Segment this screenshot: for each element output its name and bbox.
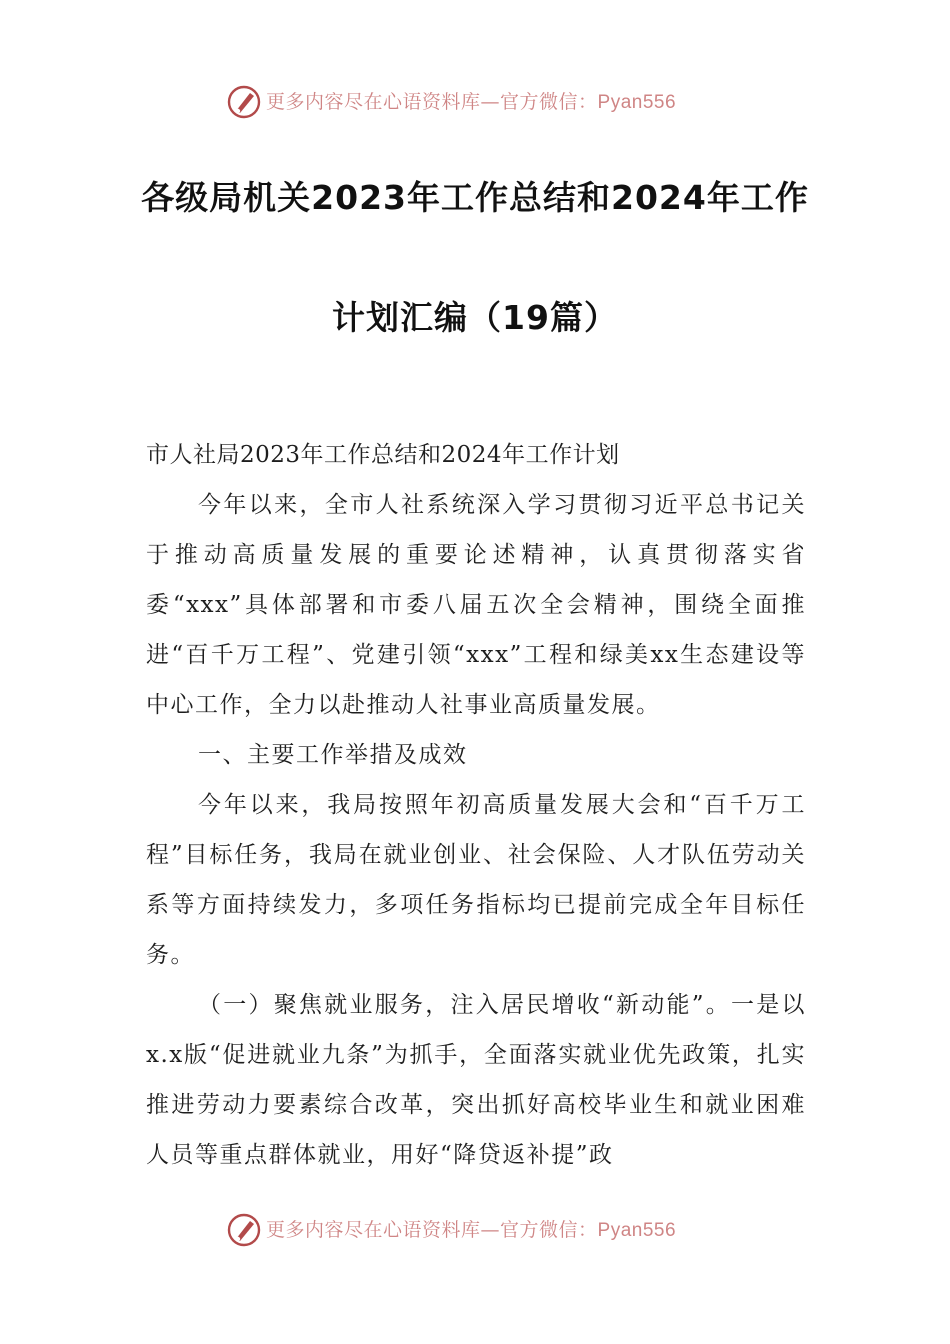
paragraph-progress: 今年以来，我局按照年初高质量发展大会和“百千万工程”目标任务，我局在就业创业、社会保险、人才队伍劳动关系等方面持续发力，多项任务指标均已提前完成全年目标任务。 <box>146 792 806 968</box>
watermark-header <box>0 82 950 122</box>
watermark-footer <box>0 1210 950 1250</box>
section-subtitle: 市人社局2023年工作总结和2024年工作计划 <box>146 442 620 468</box>
watermark-wechat-id: Pyan556 <box>597 92 677 113</box>
watermark-text: 更多内容尽在心语资料库—官方微信：Pyan556 <box>266 1219 677 1241</box>
document-title-line-2: 计划汇编（19篇） <box>332 298 618 337</box>
pen-nib-logo-icon <box>226 84 262 120</box>
watermark-wechat-id: Pyan556 <box>597 1220 677 1241</box>
paragraph-employment: （一）聚焦就业服务，注入居民增收“新动能”。一是以x.x版“促进就业九条”为抓手，全面落实就业优先政策，扎实推进劳动力要素综合改革，突出抓好高校毕业生和就业困难人员等重点群体就业，用好“降贷返补提”政 <box>146 992 806 1168</box>
document-title-line-1: 各级局机关2023年工作总结和2024年工作 <box>141 178 809 217</box>
heading-main-measures: 一、主要工作举措及成效 <box>198 742 468 768</box>
document-body <box>146 480 806 1180</box>
watermark-text: 更多内容尽在心语资料库—官方微信：Pyan556 <box>266 91 677 113</box>
paragraph-intro: 今年以来，全市人社系统深入学习贯彻习近平总书记关于推动高质量发展的重要论述精神，认真贯彻落实省委“xxx”具体部署和市委八届五次全会精神，围绕全面推进“百千万工程”、党建引领“xxx”工程和绿美xx生态建设等中心工作，全力以赴推动人社事业高质量发展。 <box>146 492 806 718</box>
pen-nib-logo-icon <box>226 1212 262 1248</box>
